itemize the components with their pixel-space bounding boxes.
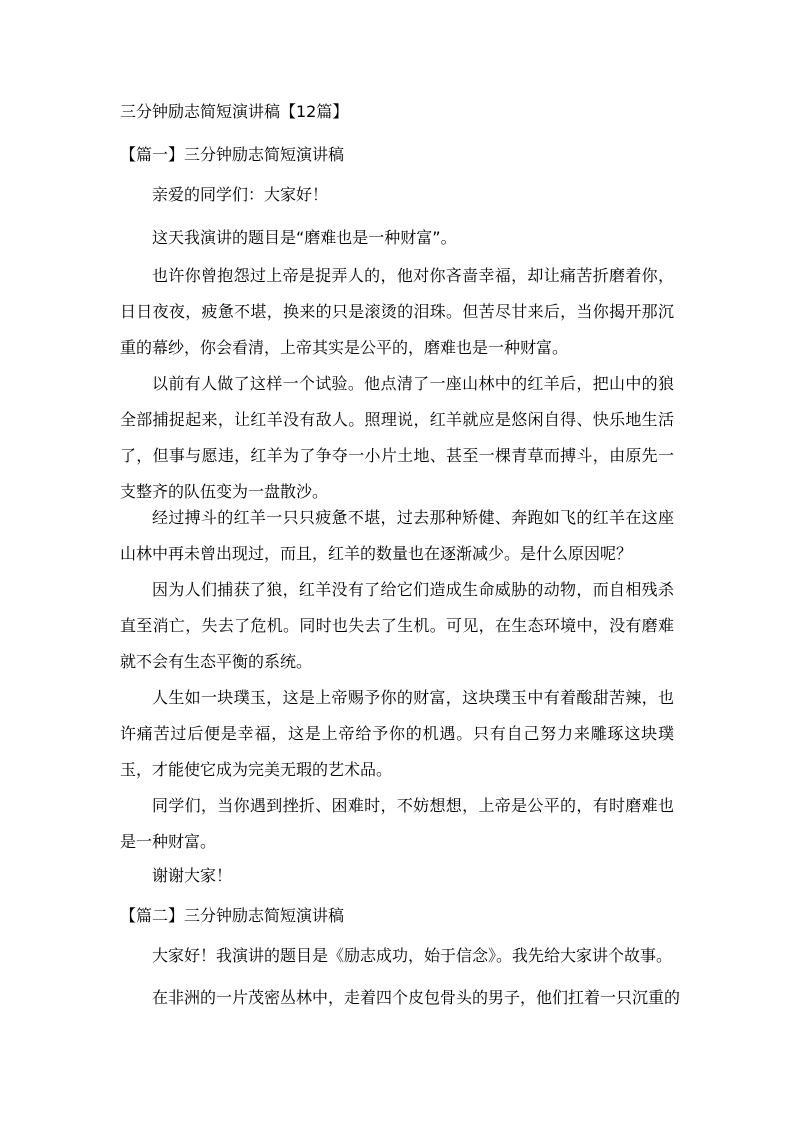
section-heading-2: 【篇二】三分钟励志简短演讲稿	[120, 906, 345, 925]
paragraph-topic: 这天我演讲的题目是“磨难也是一种财富”。	[152, 228, 457, 247]
paragraph-body: 经过搏斗的红羊一只只疲惫不堪，过去那种矫健、奔跑如飞的红羊在这座山林中再未曾出现过，而且，红羊的数量也在逐渐减少。是什么原因呢？	[120, 508, 674, 563]
paragraph-body: 同学们，当你遇到挫折、困难时，不妨想想，上帝是公平的，有时磨难也是一种财富。	[120, 796, 674, 851]
paragraph-body: 在非洲的一片茂密丛林中，走着四个皮包骨头的男子，他们扛着一只沉重的	[152, 988, 681, 1007]
paragraph-body: 人生如一块璞玉，这是上帝赐予你的财富，这块璞玉中有着酸甜苦辣，也许痛苦过后便是幸福，这是上帝给予你的机遇。只有自己努力来雕琢这块璞玉，才能使它成为完美无瑕的艺术品。	[120, 688, 674, 779]
paragraph-greeting: 亲爱的同学们：大家好！	[152, 185, 329, 204]
paragraph-body: 以前有人做了这样一个试验。他点清了一座山林中的红羊后，把山中的狼全部捕捉起来，让红羊没有敌人。照理说，红羊就应是悠闲自得、快乐地生活了，但事与愿违，红羊为了争夺一小片土地、甚至一棵青草而搏斗，由原先一支整齐的队伍变为一盘散沙。	[120, 374, 674, 501]
paragraph-body: 因为人们捕获了狼，红羊没有了给它们造成生命威胁的动物，而自相残杀直至消亡，失去了危机。同时也失去了生机。可见，在生态环境中，没有磨难就不会有生态平衡的系统。	[120, 580, 674, 671]
document-title: 三分钟励志简短演讲稿【12篇】	[120, 102, 349, 121]
paragraph-thanks: 谢谢大家！	[152, 866, 233, 885]
section-heading-1: 【篇一】三分钟励志简短演讲稿	[120, 145, 345, 164]
paragraph-body: 大家好！我演讲的题目是《励志成功，始于信念》。我先给大家讲个故事。	[152, 946, 673, 965]
paragraph-body: 也许你曾抱怨过上帝是捉弄人的，他对你吝啬幸福，却让痛苦折磨着你，日日夜夜，疲惫不堪，换来的只是滚烫的泪珠。但苦尽甘来后，当你揭开那沉重的幕纱，你会看清，上帝其实是公平的，磨难也是一种财富。	[120, 266, 674, 357]
